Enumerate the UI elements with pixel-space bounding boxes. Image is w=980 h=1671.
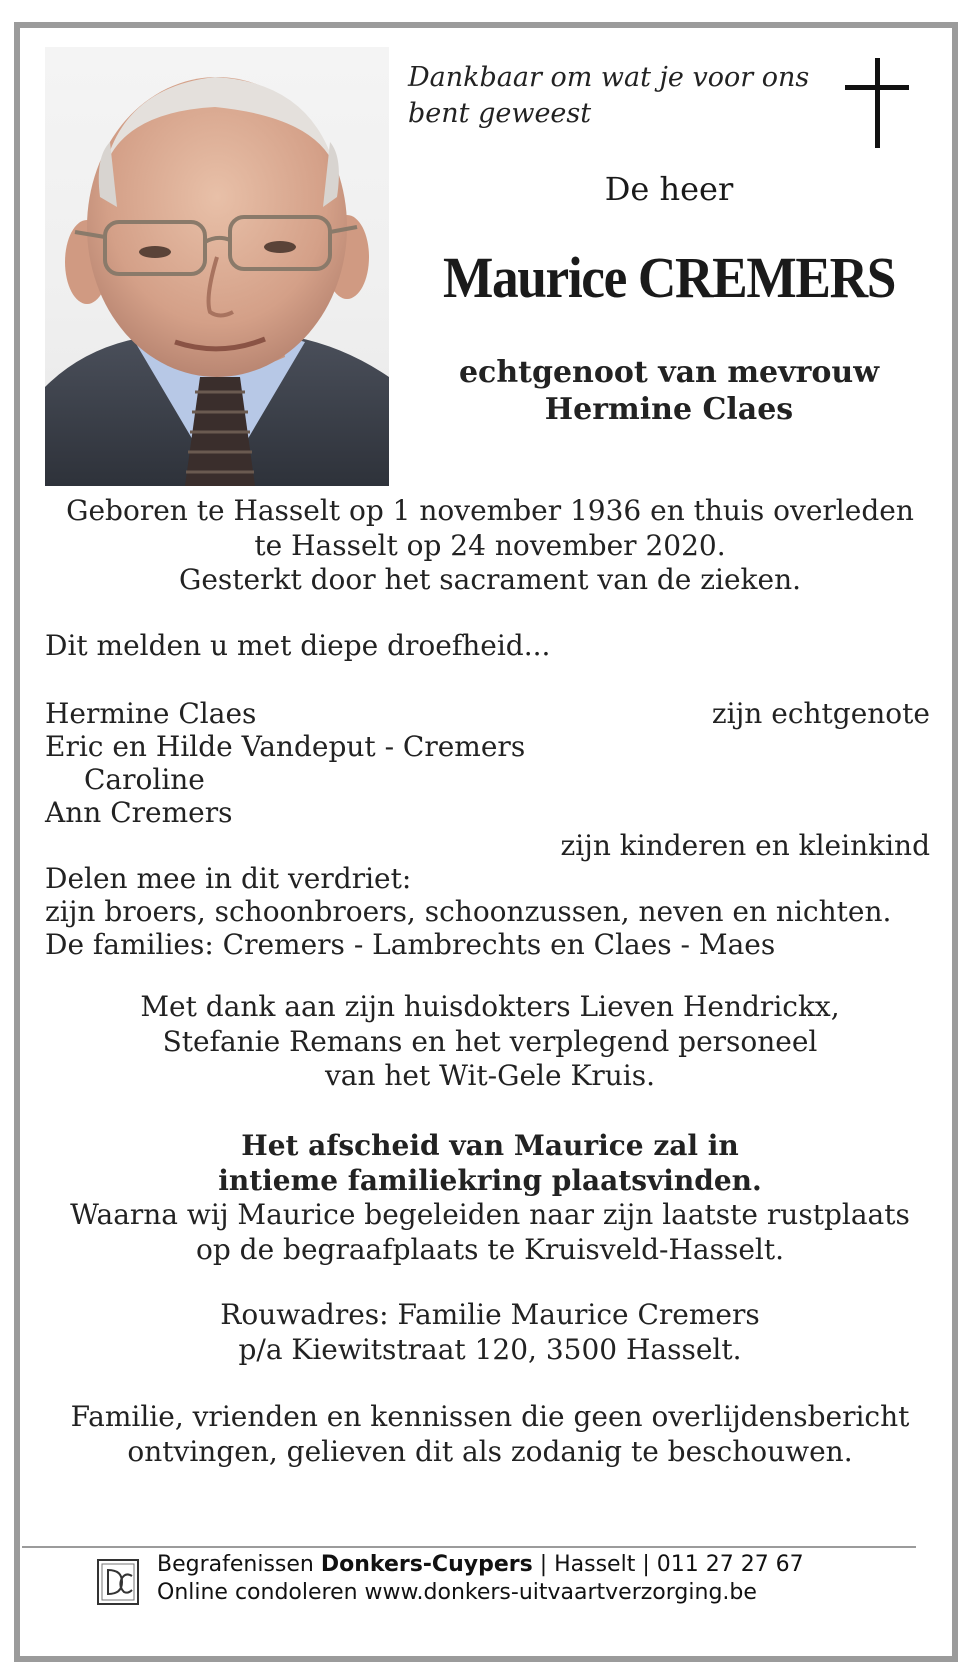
birth-death-details <box>30 494 950 598</box>
family-families: De families: Cremers - Lambrechts en Claes - Maes <box>45 928 776 961</box>
address-line: Rouwadres: Familie Maurice Cremers <box>220 1298 760 1331</box>
family-share-intro: Delen mee in dit verdriet: <box>45 862 412 895</box>
thanks-line: Stefanie Remans en het verplegend personeel <box>162 1024 818 1058</box>
footer-prefix: Begrafenissen <box>157 1552 321 1577</box>
farewell-line: Waarna wij Maurice begeleiden naar zijn laatste rustplaats <box>70 1198 910 1231</box>
footer-divider <box>22 1546 916 1548</box>
footer-website[interactable]: Online condoleren www.donkers-uitvaartverzorging.be <box>157 1580 757 1605</box>
birth-death-line: Gesterkt door het sacrament van de zieken. <box>178 563 802 596</box>
notice-line: Familie, vrienden en kennissen die geen overlijdensbericht <box>70 1400 910 1433</box>
announcement: Dit melden u met diepe droefheid... <box>45 629 551 662</box>
farewell-text <box>30 1129 950 1267</box>
honorific: De heer <box>604 170 734 208</box>
birth-death-line: Geboren te Hasselt op 1 november 1936 en thuis overleden <box>66 494 914 527</box>
mourning-address <box>30 1298 950 1367</box>
family-spouse-role: zijn echtgenote <box>711 697 930 730</box>
funeral-home-logo-icon <box>96 1558 140 1606</box>
farewell-line: op de begraafplaats te Kruisveld-Hasselt. <box>195 1232 785 1266</box>
birth-death-line: te Hasselt op 24 november 2020. <box>254 528 726 562</box>
spouse-line: echtgenoot van mevrouw <box>458 355 880 390</box>
portrait-photo <box>45 47 389 486</box>
thanks-line: van het Wit-Gele Kruis. <box>324 1059 656 1092</box>
farewell-bold-line: Het afscheid van Maurice zal in <box>241 1129 739 1162</box>
family-children-role: zijn kinderen en kleinkind <box>560 829 930 862</box>
portrait-illustration <box>45 47 389 486</box>
motto-line: bent geweest <box>408 98 592 129</box>
cross-icon <box>842 40 912 150</box>
spouse-line: Hermine Claes <box>544 392 794 427</box>
notice-text <box>30 1400 950 1469</box>
motto-line: Dankbaar om wat je voor ons <box>408 62 810 93</box>
farewell-bold-line: intieme familiekring plaatsvinden. <box>218 1163 762 1197</box>
footer-line-1 <box>157 1551 804 1579</box>
deceased-name: Maurice CREMERS <box>442 245 896 310</box>
footer-company: Donkers-Cuypers <box>320 1552 533 1577</box>
thanks-text <box>30 990 950 1094</box>
family-spouse-name: Hermine Claes <box>45 697 257 730</box>
notice-line: ontvingen, gelieven dit als zodanig te beschouwen. <box>127 1434 853 1468</box>
thanks-line: Met dank aan zijn huisdokters Lieven Hendrickx, <box>140 990 840 1023</box>
family-relatives: zijn broers, schoonbroers, schoonzussen, neven en nichten. <box>45 895 892 928</box>
footer-info <box>157 1551 804 1607</box>
family-grandchild: Caroline <box>84 763 205 796</box>
motto <box>408 60 808 132</box>
family-child-1: Eric en Hilde Vandeput - Cremers <box>45 730 526 763</box>
address-line: p/a Kiewitstraat 120, 3500 Hasselt. <box>238 1332 742 1366</box>
footer-contact: | Hasselt | 011 27 27 67 <box>532 1552 804 1577</box>
family-child-2: Ann Cremers <box>45 796 233 829</box>
spouse-info <box>414 354 924 428</box>
